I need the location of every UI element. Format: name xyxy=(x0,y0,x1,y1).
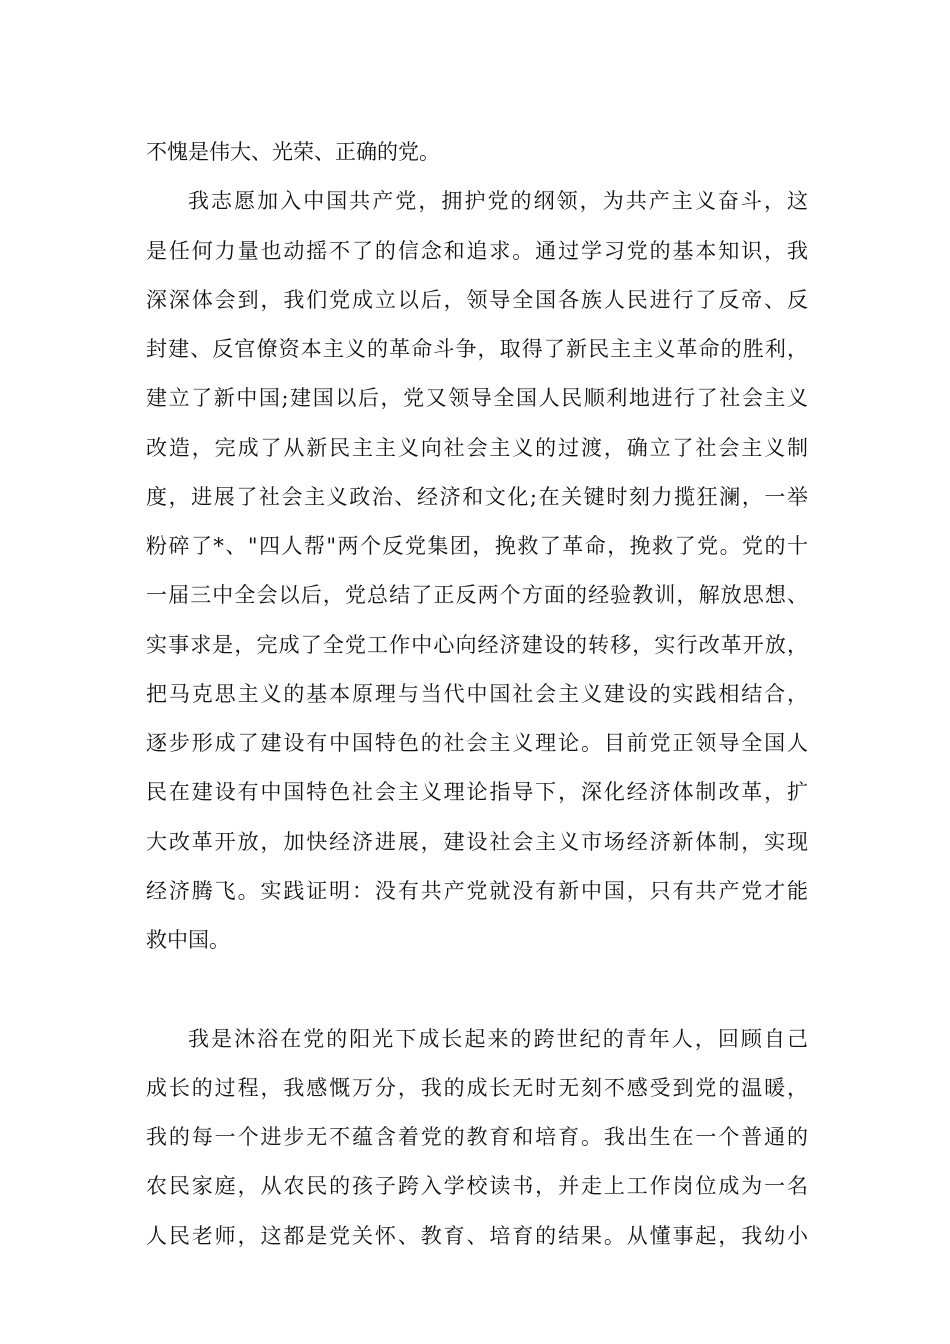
paragraph-spacer xyxy=(146,965,808,1014)
text-line: 深深体会到，我们党成立以后，领导全国各族人民进行了反帝、反 xyxy=(146,287,808,312)
text-line: 经济腾飞。实践证明：没有共产党就没有新中国，只有共产党才能 xyxy=(146,878,808,903)
text-line: 我志愿加入中国共产党，拥护党的纲领，为共产主义奋斗，这 xyxy=(188,189,808,214)
text-line: 成长的过程，我感慨万分，我的成长无时无刻不感受到党的温暖， xyxy=(146,1075,808,1100)
text-line: 粉碎了*、"四人帮"两个反党集团，挽救了革命，挽救了党。党的十 xyxy=(146,534,808,558)
text-line: 一届三中全会以后，党总结了正反两个方面的经验教训，解放思想、 xyxy=(146,583,808,608)
text-line: 逐步形成了建设有中国特色的社会主义理论。目前党正领导全国人 xyxy=(146,731,808,755)
text-line: 大改革开放，加快经济进展，建设社会主义市场经济新体制，实现 xyxy=(146,829,808,854)
text-line: 封建、反官僚资本主义的革命斗争，取得了新民主主义革命的胜利， xyxy=(146,337,808,361)
paragraph-3 xyxy=(146,1015,808,1261)
text-line: 把马克思主义的基本原理与当代中国社会主义建设的实践相结合， xyxy=(146,681,808,706)
text-line: 度，进展了社会主义政治、经济和文化;在关键时刻力揽狂澜，一举 xyxy=(146,484,808,509)
text-line: 建立了新中国;建国以后，党又领导全国人民顺利地进行了社会主义 xyxy=(146,386,808,411)
text-line: 民在建设有中国特色社会主义理论指导下，深化经济体制改革，扩 xyxy=(146,780,808,805)
text-line: 是任何力量也动摇不了的信念和追求。通过学习党的基本知识，我 xyxy=(146,238,808,263)
text-line: 人民老师，这都是党关怀、教育、培育的结果。从懂事起，我幼小 xyxy=(146,1223,808,1248)
text-line: 实事求是，完成了全党工作中心向经济建设的转移，实行改革开放， xyxy=(146,632,808,657)
text-line: 我是沐浴在党的阳光下成长起来的跨世纪的青年人，回顾自己 xyxy=(188,1026,808,1051)
paragraph-1 xyxy=(146,128,808,177)
text-line: 改造，完成了从新民主主义向社会主义的过渡，确立了社会主义制 xyxy=(146,435,808,460)
text-line: 救中国。 xyxy=(146,928,230,952)
text-line: 我的每一个进步无不蕴含着党的教育和培育。我出生在一个普通的 xyxy=(146,1125,808,1149)
document-body xyxy=(146,128,808,1261)
text-line: 不愧是伟大、光荣、正确的党。 xyxy=(146,140,440,164)
text-line: 农民家庭，从农民的孩子跨入学校读书，并走上工作岗位成为一名 xyxy=(146,1174,808,1199)
paragraph-2 xyxy=(146,177,808,965)
